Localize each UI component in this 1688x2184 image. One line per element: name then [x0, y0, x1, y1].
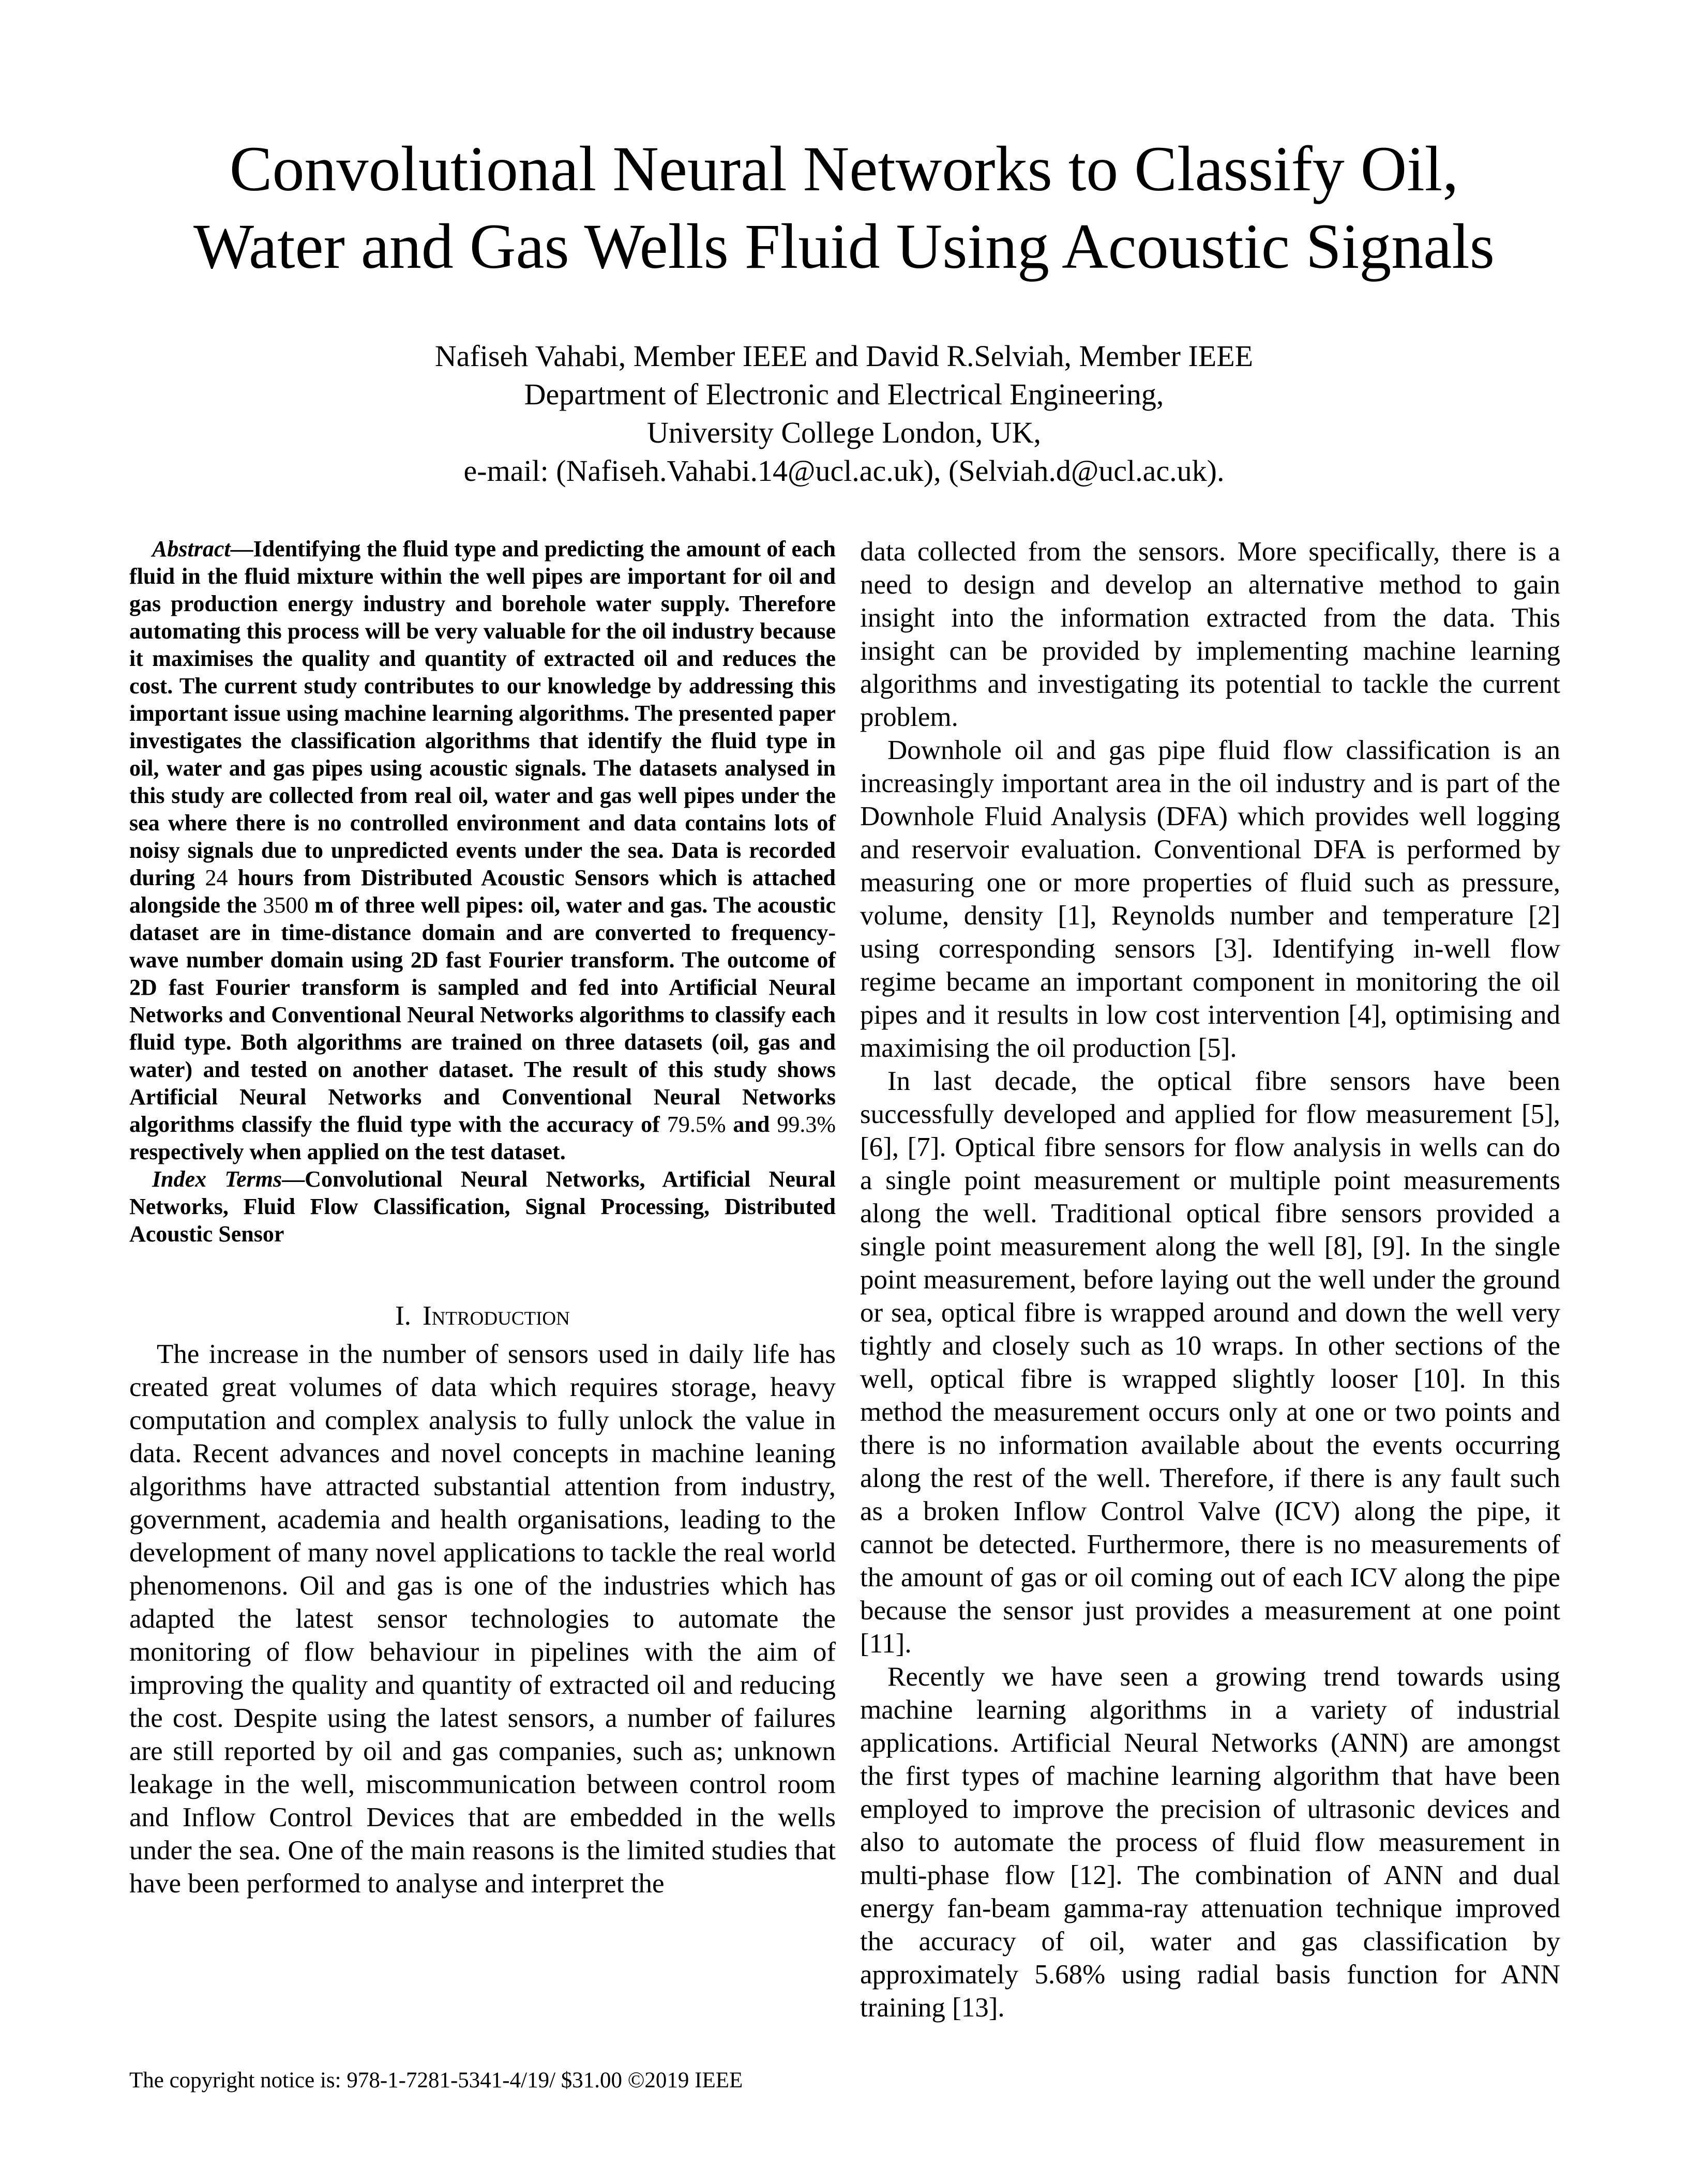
right-column [860, 535, 1560, 2024]
abstract-cnn-accuracy-value: 99.3% [777, 1112, 836, 1137]
abstract-segment-4: and [726, 1112, 777, 1137]
intro-paragraph-right-3: In last decade, the optical fibre sensors have been successfully developed and applied for flow measurement [5], [6], [7]. Optical fibre sensors for flow analysis in wells can do a single point measurement or multiple point measurements along the well. Traditional optical fibre sensors provided a single point measurement along the well [8], [9]. In the single point measurement, before laying out the well under the ground or sea, optical fibre is wrapped around and down the well very tightly and closely such as 10 wraps. In other sections of the well, optical fibre is wrapped slightly looser [10]. In this method the measurement occurs only at one or two points and there is no information available about the events occurring along the rest of the well. Therefore, if there is any fault such as a broken Inflow Control Valve (ICV) along the pipe, it cannot be detected. Furthermore, there is no measurements of the amount of gas or oil coming out of each ICV along the pipe because the sensor just provides a measurement at one point [11]. [860, 1066, 1560, 1659]
abstract-label: Abstract [152, 536, 231, 562]
paper-title-line-2: Water and Gas Wells Fluid Using Acoustic Signals [193, 211, 1495, 282]
section-title: Introduction [423, 1301, 570, 1331]
intro-paragraph-right-2: Downhole oil and gas pipe fluid flow classification is an increasingly important area in the oil industry and is part of the Downhole Fluid Analysis (DFA) which provides well logging and reservoir evaluation. Conventional DFA is performed by measuring one or more properties of fluid such as pressure, volume, density [1], Reynolds number and temperature [2] using corresponding sensors [3]. Identifying in-well flow regime became an important component in monitoring the oil pipes and it results in low cost intervention [4], optimising and maximising the oil production [5]. [860, 735, 1560, 1063]
abstract-ann-accuracy-value: 79.5% [667, 1112, 726, 1137]
intro-paragraph-right-1: data collected from the sensors. More specifically, there is a need to design and develop an alternative method to gain insight into the information extracted from the data. This insight can be provided by implementing machine learning algorithms and investigating its potential to tackle the current problem. [860, 537, 1560, 732]
author-names: Nafiseh Vahabi, Member IEEE and David R.Selviah, Member IEEE [434, 339, 1254, 373]
abstract-meters-value: 3500 [263, 892, 309, 918]
paper-title-line-1: Convolutional Neural Networks to Classify Oil, [229, 133, 1459, 204]
index-terms-paragraph [129, 1165, 836, 1248]
intro-paragraph-left: The increase in the number of sensors used in daily life has created great volumes of data which requires storage, heavy computation and complex analysis to fully unlock the value in data. Recent advances and novel concepts in machine leaning algorithms have attracted substantial attention from industry, government, academia and health organisations, leading to the development of many novel applications to tackle the real world phenomenons. Oil and gas is one of the industries which has adapted the latest sensor technologies to automate the monitoring of flow behaviour in pipelines with the aim of improving the quality and quantity of extracted oil and reducing the cost. Despite using the latest sensors, a number of failures are still reported by oil and gas companies, such as; unknown leakage in the well, miscommunication between control room and Inflow Control Devices that are embedded in the wells under the sea. One of the main reasons is the limited studies that have been performed to analyse and interpret the [129, 1339, 836, 1899]
abstract-segment-2: hours from Distributed Acoustic Sensors which is attached alongside the [129, 865, 836, 918]
author-university: University College London, UK, [647, 416, 1041, 449]
index-terms-label: Index Terms [152, 1166, 282, 1192]
author-department: Department of Electronic and Electrical Engineering, [524, 377, 1164, 411]
index-terms-text: —Convolutional Neural Networks, Artificial Neural Networks, Fluid Flow Classification, Signal Processing, Distributed Acoustic Sensor [129, 1166, 836, 1247]
section-number: I. [395, 1301, 412, 1331]
author-email: e-mail: (Nafiseh.Vahabi.14@ucl.ac.uk), (Selviah.d@ucl.ac.uk). [463, 454, 1225, 488]
abstract-segment-1: —Identifying the fluid type and predicting the amount of each fluid in the fluid mixture within the well pipes are important for oil and gas production energy industry and borehole water supply. Therefore automating this process will be very valuable for the oil industry because it maximises the quality and quantity of extracted oil and reduces the cost. The current study contributes to our knowledge by addressing this important issue using machine learning algorithms. The presented paper investigates the classification algorithms that identify the fluid type in oil, water and gas pipes using acoustic signals. The datasets analysed in this study are collected from real oil, water and gas well pipes under the sea where there is no controlled environment and data contains lots of noisy signals due to unpredicted events under the sea. Data is recorded during [129, 536, 836, 890]
author-block [0, 337, 1688, 490]
intro-paragraph-right-4: Recently we have seen a growing trend towards using machine learning algorithms in a variety of industrial applications. Artificial Neural Networks (ANN) are amongst the first types of machine learning algorithm that have been employed to improve the precision of ultrasonic devices and also to automate the process of fluid flow measurement in multi-phase flow [12]. The combination of ANN and dual energy fan-beam gamma-ray attenuation technique improved the accuracy of oil, water and gas classification by approximately 5.68% using radial basis function for ANN training [13]. [860, 1662, 1560, 2023]
abstract-paragraph [129, 535, 836, 1165]
copyright-footnote: The copyright notice is: 978-1-7281-5341-4/19/ $31.00 ©2019 IEEE [129, 2068, 743, 2092]
left-column [129, 535, 836, 1900]
paper-title [0, 130, 1688, 285]
abstract-segment-5: respectively when applied on the test dataset. [129, 1139, 566, 1164]
abstract-hours-value: 24 [205, 865, 228, 890]
section-heading-introduction [129, 1299, 836, 1332]
abstract-segment-3: m of three well pipes: oil, water and gas. The acoustic dataset are in time-distance domain and are converted to frequency-wave number domain using 2D fast Fourier transform. The outcome of 2D fast Fourier transform is sampled and fed into Artificial Neural Networks and Conventional Neural Networks algorithms to classify each fluid type. Both algorithms are trained on three datasets (oil, gas and water) and tested on another dataset. The result of this study shows Artificial Neural Networks and Conventional Neural Networks algorithms classify the fluid type with the accuracy of [129, 892, 836, 1137]
